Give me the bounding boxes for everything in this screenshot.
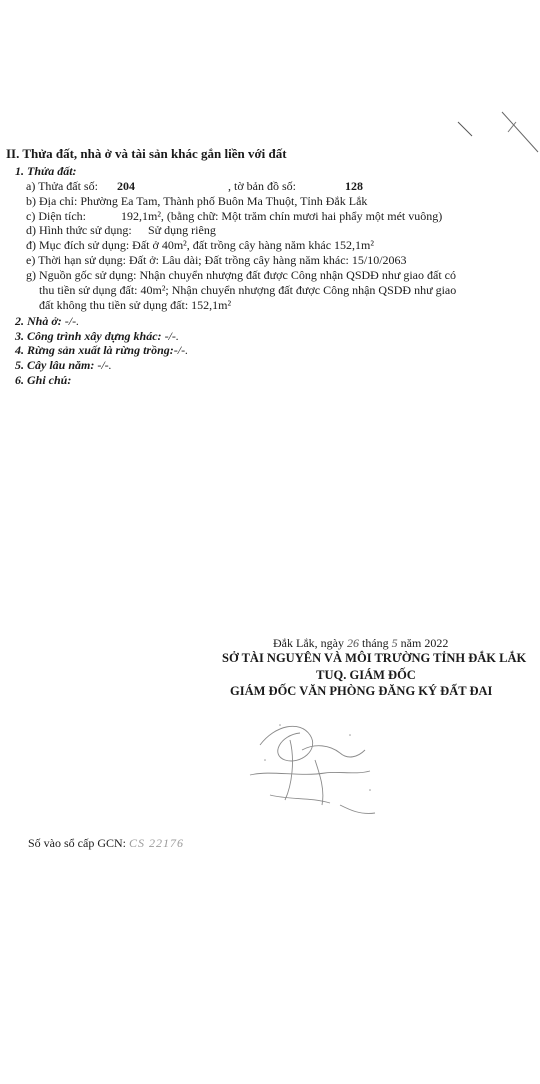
construction-item [15,329,179,344]
area-value: 192,1m², (bằng chữ: Một trăm chín mươi hai phẩy một mét vuông) [121,209,443,223]
map-sheet-number: 128 [345,179,363,193]
house-item [15,314,79,329]
year-label: năm 2022 [400,636,449,650]
position-title: GIÁM ĐỐC VĂN PHÒNG ĐĂNG KÝ ĐẤT ĐAI [230,684,493,698]
notes-label: 6. Ghi chú: [15,373,72,387]
usage-term: e) Thời hạn sử dụng: Đất ở: Lâu dài; Đất trồng cây hàng năm khác: 15/10/2063 [26,253,407,267]
perennial-label: 5. Cây lâu năm: [15,358,95,372]
signature-image [230,705,420,835]
perennial-value: -/-. [97,358,112,372]
construction-value: -/-. [164,329,179,343]
map-sheet-label: , tờ bản đồ số: [228,179,297,193]
forest-item [15,343,188,358]
usage-form-value: Sử dụng riêng [148,223,216,237]
usage-origin-line-2: thu tiền sử dụng đất: 40m²; Nhận chuyển nhượng đất được Công nhận QSDĐ như giao [39,283,457,297]
register-label: Số vào sổ cấp GCN: [28,836,126,850]
perennial-item [15,358,112,373]
on-behalf-title: TUQ. GIÁM ĐỐC [316,668,416,682]
register-line [28,836,184,851]
month-label: tháng [361,636,389,650]
date-line [273,636,448,651]
construction-label: 3. Công trình xây dựng khác: [15,329,162,343]
date-day: 26 [346,636,359,650]
usage-origin-line-1: g) Nguồn gốc sử dụng: Nhận chuyển nhượng đất được Công nhận QSDĐ như giao đất có [26,268,456,282]
usage-origin-line-3: đất không thu tiền sử dụng đất: 152,1m² [39,298,232,312]
parcel-number-label: a) Thửa đất số: [26,179,98,193]
date-place: Đắk Lắk, ngày [273,636,344,650]
forest-label: 4. Rừng sản xuất là rừng trồng: [15,343,174,357]
forest-value: -/-. [173,343,189,357]
usage-form-label: d) Hình thức sử dụng: [26,223,132,237]
parcel-number: 204 [117,179,135,193]
area-label: c) Diện tích: [26,209,86,223]
address: b) Địa chỉ: Phường Ea Tam, Thành phố Buôn Ma Thuột, Tỉnh Đắk Lắk [26,194,368,208]
date-month: 5 [391,636,398,650]
house-label: 2. Nhà ở: [15,314,62,328]
register-value: CS 22176 [129,836,185,850]
land-parcel-heading: 1. Thửa đất: [15,164,77,178]
section-title: II. Thửa đất, nhà ở và tài sản khác gắn liền với đất [6,146,287,161]
corner-mark [450,110,540,170]
agency-name: SỞ TÀI NGUYÊN VÀ MÔI TRƯỜNG TỈNH ĐẮK LẮK [222,651,527,665]
usage-purpose: đ) Mục đích sử dụng: Đất ở 40m², đất trồng cây hàng năm khác 152,1m² [26,238,374,252]
house-value: -/-. [64,314,80,328]
